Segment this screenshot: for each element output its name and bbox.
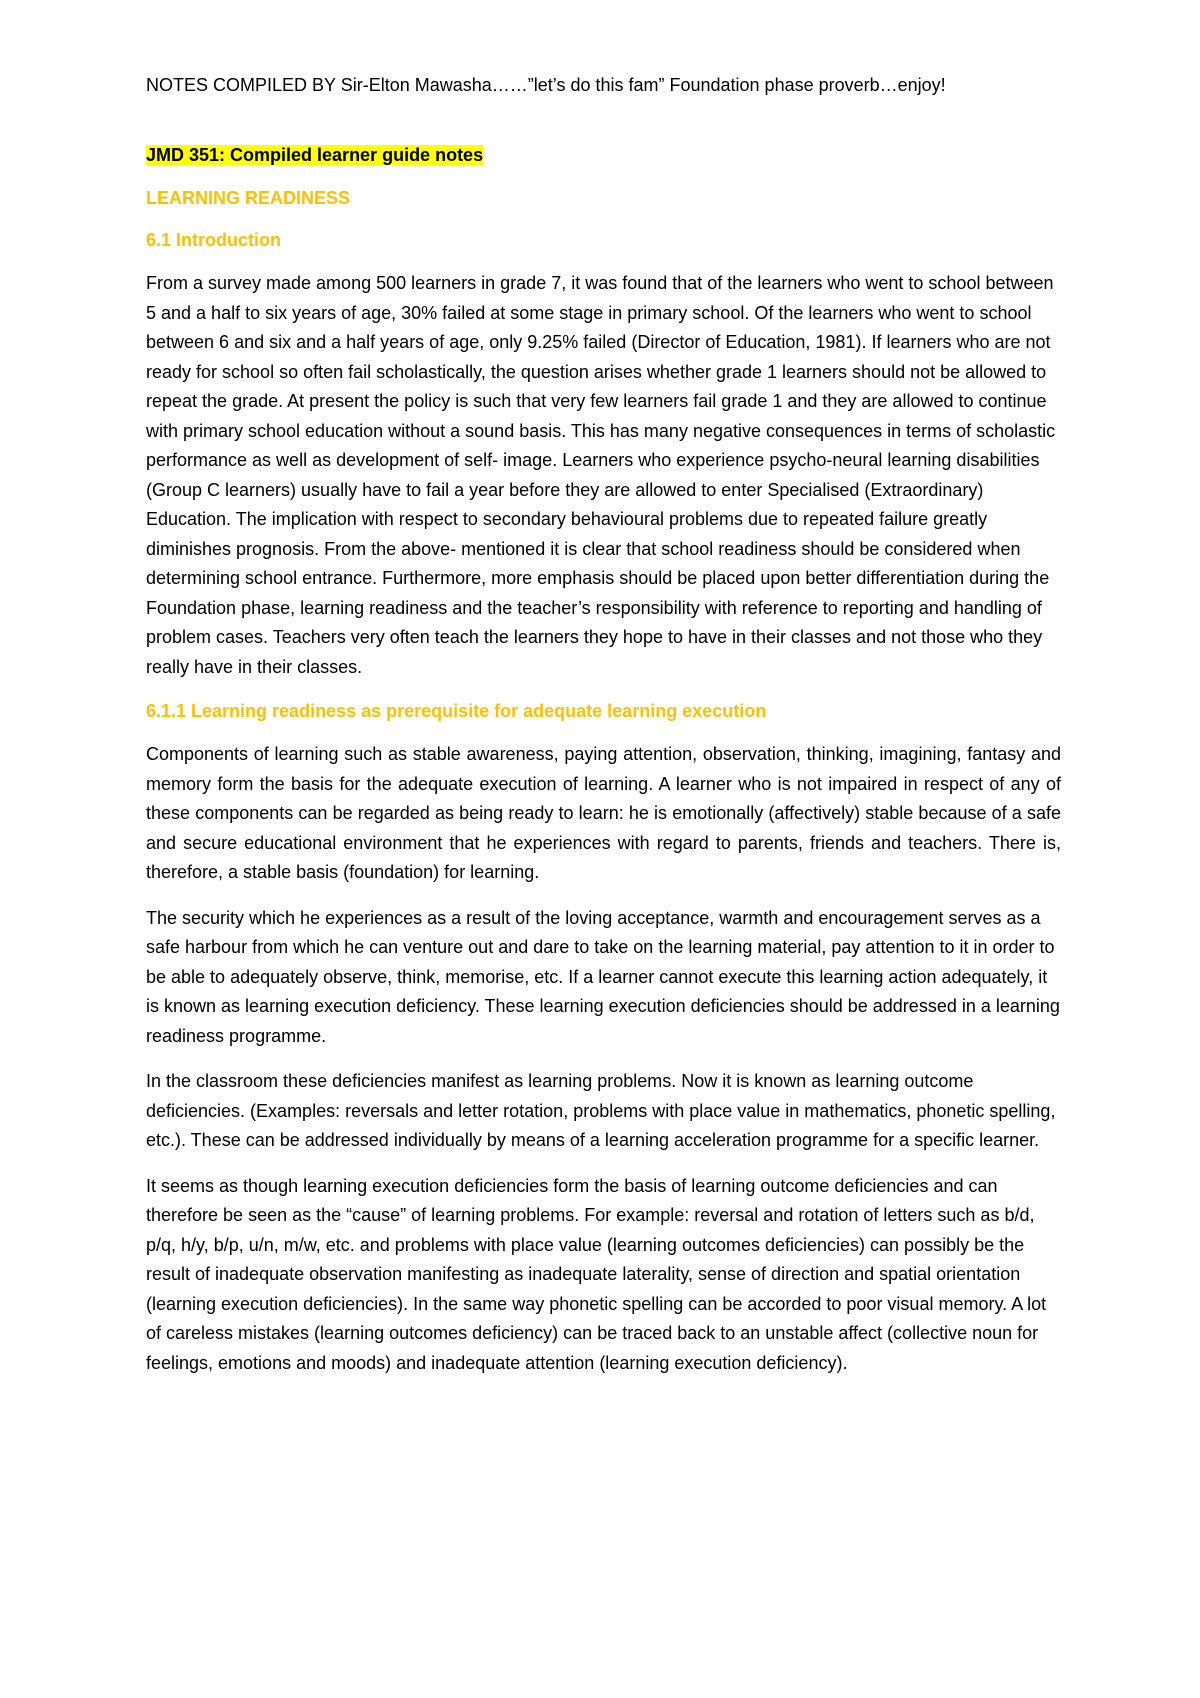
intro-heading: 6.1 Introduction [146, 230, 281, 250]
document-page [146, 72, 1061, 1394]
body-paragraph: The security which he experiences as a result of the loving acceptance, warmth and encouragement serves as a safe harbour from which he can venture out and dare to take on the learning material, pay attention to it in order to be able to adequately observe, think, memorise, etc. If a learner cannot execute this learning action adequately, it is known as learning execution deficiency. These learning execution deficiencies should be addressed in a learning readiness programme. [146, 907, 1060, 1046]
document-title [146, 142, 1061, 168]
body-paragraph: Components of learning such as stable awareness, paying attention, observation, thinking, imagining, fantasy and memory form the basis for the adequate execution of learning. A learner who is not impaired in respect of any of these components can be regarded as being ready to learn: he is emotionally (affectively) stable because of a safe and secure educational environment that he experiences with regard to parents, friends and teachers. There is, therefore, a stable basis (foundation) for learning. [146, 744, 1061, 882]
page-header: NOTES COMPILED BY Sir-Elton Mawasha……”let’s do this fam” Foundation phase proverb…enjoy! [146, 75, 946, 95]
intro-paragraph: From a survey made among 500 learners in grade 7, it was found that of the learners who went to school between 5 and a half to six years of age, 30% failed at some stage in primary school. Of the learners who went to school between 6 and six and a half years of age, only 9.25% failed (Director of Education, 1981). If learners who are not ready for school so often fail scholastically, the question arises whether grade 1 learners should not be allowed to repeat the grade. At present the policy is such that very few learners fail grade 1 and they are allowed to continue with primary school education without a sound basis. This has many negative consequences in terms of scholastic performance as well as development of self- image. Learners who experience psycho-neural learning disabilities (Group C learners) usually have to fail a year before they are allowed to enter Specialised (Extraordinary) Education. The implication with respect to secondary behavioural problems due to repeated failure greatly diminishes prognosis. From the above- mentioned it is clear that school readiness should be considered when determining school entrance. Furthermore, more emphasis should be placed upon better differentiation during the Foundation phase, learning readiness and the teacher’s responsibility with reference to reporting and handling of problem cases. Teachers very often teach the learners they hope to have in their classes and not those who they really have in their classes. [146, 273, 1056, 677]
body-paragraph: In the classroom these deficiencies manifest as learning problems. Now it is known as learning outcome deficiencies. (Examples: reversals and letter rotation, problems with place value in mathematics, phonetic spelling, etc.). These can be addressed individually by means of a learning acceleration programme for a specific learner. [146, 1071, 1056, 1150]
section-heading: LEARNING READINESS [146, 188, 351, 208]
body-paragraph: It seems as though learning execution deficiencies form the basis of learning outcome deficiencies and can therefore be seen as the “cause” of learning problems. For example: reversal and rotation of letters such as b/d, p/q, h/y, b/p, u/n, m/w, etc. and problems with place value (learning outcomes deficiencies) can possibly be the result of inadequate observation manifesting as inadequate laterality, sense of direction and spatial orientation (learning execution deficiencies). In the same way phonetic spelling can be accorded to poor visual memory. A lot of careless mistakes (learning outcomes deficiency) can be traced back to an unstable affect (collective noun for feelings, emotions and moods) and inadequate attention (learning execution deficiency). [146, 1175, 1047, 1373]
subsection-heading: 6.1.1 Learning readiness as prerequisite for adequate learning execution [146, 701, 767, 721]
document-title-text: JMD 351: Compiled learner guide notes [146, 145, 484, 165]
